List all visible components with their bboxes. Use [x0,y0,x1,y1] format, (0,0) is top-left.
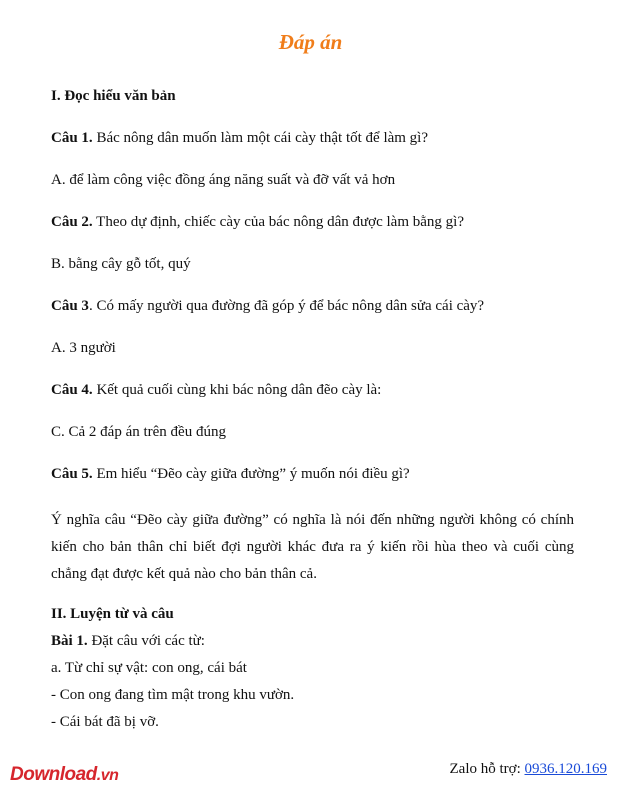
example-sentence-1: - Con ong đang tìm mật trong khu vườn. [51,687,295,703]
question-5-text: Em hiểu “Đẽo cày giữa đường” ý muốn nói điều gì? [92,466,410,482]
document-title: Đáp án [278,30,343,54]
exercise-part-a: a. Từ chỉ sự vật: con ong, cái bát [51,660,247,676]
question-3 [51,298,484,315]
support-label: Zalo hỗ trợ: [449,761,525,777]
question-2-text: Theo dự định, chiếc cày của bác nông dân được làm bằng gì? [92,214,464,230]
question-2-label: Câu 2. [51,214,93,230]
question-3-label: Câu 3 [51,298,89,314]
exercise-1-text: Đặt câu với các từ: [87,633,205,649]
support-phone-link[interactable]: 0936.120.169 [524,761,607,777]
question-5 [51,466,410,483]
answer-1: A. để làm công việc đồng áng năng suất và đỡ vất vả hơn [51,172,396,188]
question-1-text: Bác nông dân muốn làm một cái cày thật tốt để làm gì? [92,130,429,146]
zalo-support [450,761,608,778]
question-1 [51,130,428,147]
exercise-1-label: Bài 1. [51,633,88,649]
answer-4: C. Cả 2 đáp án trên đều đúng [51,424,226,440]
question-2 [51,214,464,231]
logo-suffix-text: .vn [96,767,119,784]
question-1-label: Câu 1. [51,130,93,146]
download-vn-logo[interactable] [10,764,118,786]
logo-main-text: Download [10,764,97,785]
question-4-label: Câu 4. [51,382,93,398]
question-3-text: . Có mấy người qua đường đã góp ý để bác nông dân sửa cái cày? [88,298,485,314]
answer-5-paragraph: Ý nghĩa câu “Đẽo cày giữa đường” có nghĩa là nói đến những người không có chính kiến cho bản thân chỉ biết đợi người khác đưa ra ý kiến rồi hùa theo và cuối cùng chẳng đạt được kết quả nào cho bản thân cả. [51,512,574,582]
question-4-text: Kết quả cuối cùng khi bác nông dân đẽo cày là: [92,382,382,398]
section-heading-vocabulary: II. Luyện từ và câu [51,606,174,622]
section-heading-reading: I. Đọc hiểu văn bản [51,88,176,104]
question-4 [51,382,381,399]
exercise-1 [51,633,205,650]
question-5-label: Câu 5. [51,466,93,482]
answer-3: A. 3 người [51,340,116,356]
example-sentence-2: - Cái bát đã bị vỡ. [51,714,159,730]
answer-2: B. bằng cây gỗ tốt, quý [51,256,191,272]
